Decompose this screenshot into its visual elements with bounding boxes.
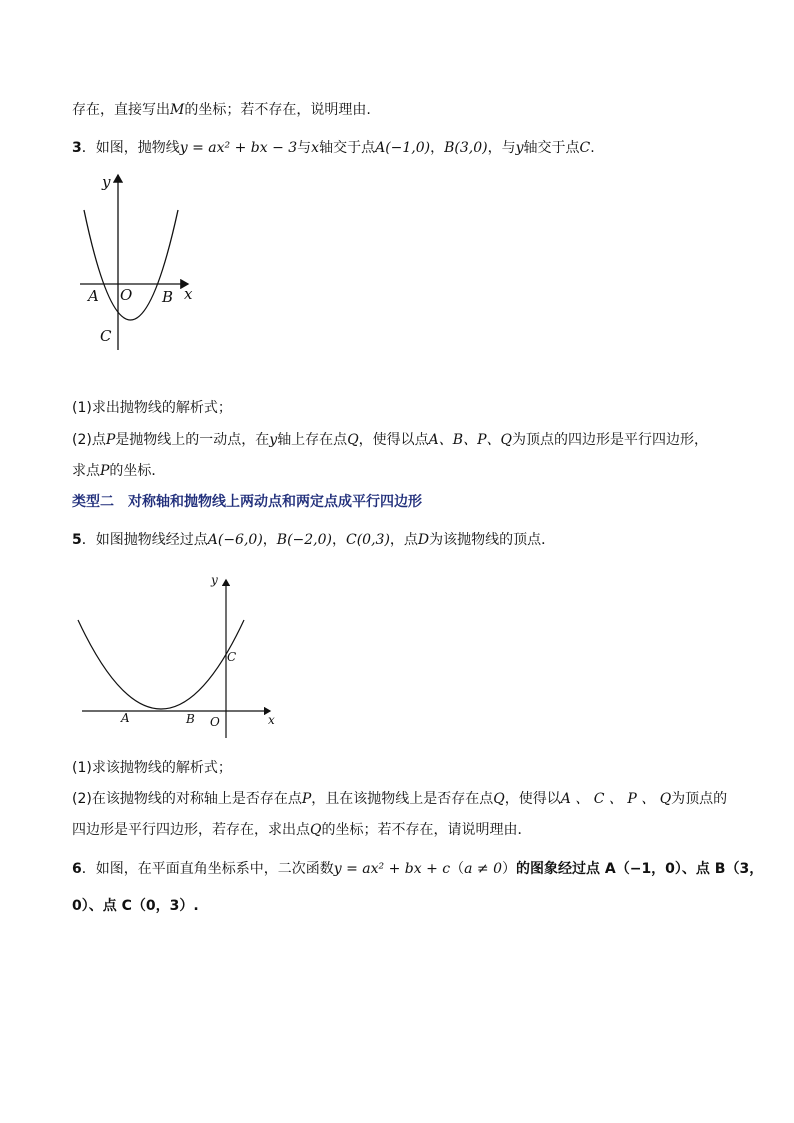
- q3-label-c: C: [100, 327, 112, 345]
- q3-part-2: [72, 430, 708, 450]
- question-3-figure: [70, 165, 210, 355]
- q5-parabola-curve: [78, 620, 244, 709]
- var-m: M: [170, 102, 185, 118]
- q3-part2-y: y: [269, 432, 278, 448]
- question-6-number: 6: [72, 861, 82, 877]
- q3-part-1: [72, 398, 232, 418]
- q5-label-c: C: [227, 650, 237, 664]
- section-heading: 类型二 对称轴和抛物线上两动点和两定点成平行四边形: [72, 494, 422, 510]
- question-3-stem: [72, 138, 595, 158]
- q3-part2-abpq: A、B、P、Q: [428, 432, 512, 448]
- q3-text-a: ．如图，抛物线: [81, 140, 180, 156]
- q3-part2-p2: P: [100, 463, 110, 479]
- q3-var-x: x: [311, 140, 320, 156]
- q6-text-a: ．如图，在平面直角坐标系中，二次函数: [81, 861, 334, 877]
- q5-label-b: B: [186, 712, 195, 726]
- q3-text-f: .: [590, 140, 595, 156]
- q3-label-a: A: [88, 287, 99, 305]
- q5-part-2: [72, 789, 727, 809]
- line1-text-a: 存在，直接写出: [72, 102, 170, 118]
- q3-sep: ，: [430, 140, 445, 156]
- line1-text-b: 的坐标；若不存在，说明理由.: [184, 102, 371, 118]
- q5-part1-text: (1)求该抛物线的解析式；: [72, 760, 232, 776]
- q3-part2-c: 轴上存在点: [277, 432, 348, 448]
- q3-text-e: 轴交于点: [523, 140, 580, 156]
- q5-sep2: ，: [332, 532, 346, 548]
- q5-part2-q: Q: [493, 791, 505, 807]
- q5-var-d: D: [417, 532, 430, 548]
- q5-sep1: ，: [262, 532, 277, 548]
- q3-part2-f: 求点: [72, 463, 100, 479]
- q5-text-b: ，点: [389, 532, 418, 548]
- q5-label-o: O: [210, 715, 220, 729]
- q5-text-c: 为该抛物线的顶点．: [429, 532, 556, 548]
- q5-part-1: [72, 758, 232, 778]
- q5-point-a: A(−6,0): [207, 532, 263, 548]
- q6-text-b: 的图象经过点 A（−1，0）、点 B（3，: [516, 861, 764, 877]
- q3-part2-b: 是抛物线上的一动点，在: [115, 432, 270, 448]
- q3-var-y: y: [515, 140, 524, 156]
- q3-point-b: B(3,0): [444, 140, 488, 156]
- q3-text-b: 与: [297, 140, 312, 156]
- q5-label-x: x: [268, 713, 275, 727]
- q6-cond-open: （: [450, 861, 465, 877]
- q3-point-a: A(−1,0): [375, 140, 431, 156]
- question-5-figure: [72, 568, 287, 743]
- q5-part2-list: A 、 C 、 P 、 Q: [560, 791, 672, 807]
- q5-part2-d: 为顶点的: [671, 791, 728, 807]
- question-6-cont: [72, 896, 199, 916]
- q3-part2-p: P: [105, 432, 116, 448]
- q3-part2-e: 为顶点的四边形是平行四边形，: [511, 432, 708, 448]
- q3-label-o: O: [120, 286, 133, 304]
- q5-part2-f: 的坐标；若不存在，请说明理由．: [321, 822, 532, 838]
- q3-label-y: y: [102, 173, 111, 191]
- q5-part-2-cont: [72, 820, 531, 840]
- q6-cond-close: ）: [502, 861, 516, 877]
- question-3-number: 3: [72, 140, 82, 156]
- q5-part2-b: ，且在该抛物线上是否存在点: [311, 791, 494, 807]
- question-5-stem: [72, 530, 555, 550]
- q3-text-d: ，与: [487, 140, 516, 156]
- q3-part2-g: 的坐标．: [109, 463, 166, 479]
- q5-label-y: y: [211, 573, 218, 587]
- q3-part2-a: (2)点: [72, 432, 106, 448]
- q5-part2-q2: Q: [310, 822, 322, 838]
- q3-part-2-cont: [72, 461, 165, 481]
- q6-equation: y = ax² + bx + c: [333, 861, 451, 877]
- q3-text-c: 轴交于点: [319, 140, 376, 156]
- question-5-number: 5: [72, 532, 82, 548]
- q6-condition: a ≠ 0: [464, 861, 502, 877]
- q5-label-a: A: [121, 711, 130, 725]
- q3-equation: y = ax² + bx − 3: [179, 140, 298, 156]
- q5-part2-a: (2)在该抛物线的对称轴上是否存在点: [72, 791, 302, 807]
- q3-part2-d: ，使得以点: [358, 432, 429, 448]
- q6-text-c: 0）、点 C（0，3）.: [72, 898, 199, 914]
- q5-point-c: C(0,3): [346, 532, 390, 548]
- q3-label-x: x: [184, 285, 193, 303]
- q5-part2-p: P: [301, 791, 312, 807]
- q5-point-b: B(−2,0): [276, 532, 332, 548]
- q5-part2-e: 四边形是平行四边形，若存在，求出点: [72, 822, 310, 838]
- question-6-stem: [72, 859, 763, 879]
- q3-part1-text: (1)求出抛物线的解析式；: [72, 400, 232, 416]
- q3-var-c: C: [579, 140, 591, 156]
- q5-part2-c: ，使得以: [504, 791, 561, 807]
- q5-text-a: ．如图抛物线经过点: [81, 532, 208, 548]
- q3-label-b: B: [162, 288, 174, 306]
- text-line-1: [72, 100, 371, 120]
- q3-part2-q: Q: [347, 432, 359, 448]
